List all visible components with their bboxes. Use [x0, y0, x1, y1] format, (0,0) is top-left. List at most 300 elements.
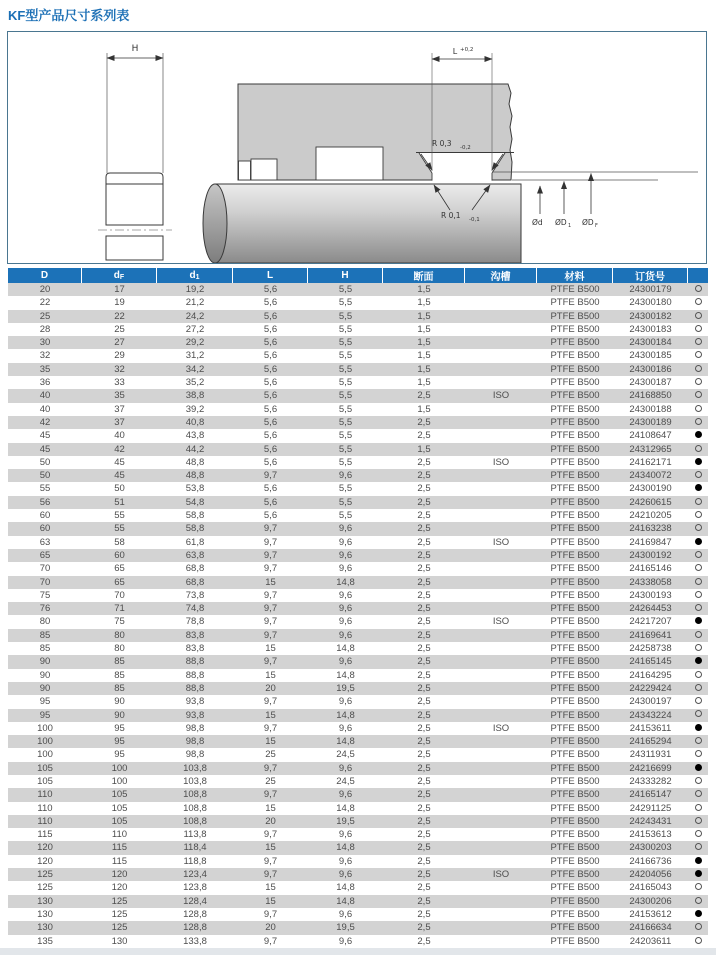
table-cell: 24,5	[336, 749, 355, 761]
table-cell: 90	[39, 656, 51, 668]
ring-flange	[106, 173, 163, 184]
table-cell: PTFE B500	[550, 696, 600, 708]
table-cell: 50	[39, 456, 51, 468]
table-cell: 14,8	[336, 709, 355, 721]
table-cell: 37	[114, 416, 125, 428]
table-cell: 110	[37, 789, 53, 801]
availability-cell	[688, 283, 708, 296]
table-cell: 1,5	[417, 284, 431, 295]
table-cell: 5,5	[338, 337, 353, 349]
open-circle-icon	[695, 697, 702, 704]
table-cell: 20	[265, 682, 276, 694]
table-cell: PTFE B500	[550, 669, 600, 681]
table-cell: 2,5	[417, 696, 431, 708]
table-cell: 60	[39, 523, 51, 535]
table-cell: 27,2	[185, 323, 205, 335]
table-cell: 5,6	[263, 297, 278, 309]
table-cell: 90	[114, 696, 125, 708]
availability-cell	[688, 895, 708, 908]
availability-cell	[688, 629, 708, 642]
table-cell: 63	[39, 536, 51, 548]
table-cell: 125	[37, 882, 53, 894]
table-cell: 5,5	[338, 390, 353, 402]
ring-cross-section	[98, 44, 172, 260]
table-cell: 75	[39, 589, 51, 601]
table-cell: 40,8	[185, 416, 205, 428]
table-cell: 2,5	[417, 483, 431, 495]
table-cell: 35,2	[185, 377, 205, 389]
table-cell: 5,5	[338, 443, 353, 455]
table-cell: 2,5	[417, 470, 431, 482]
open-circle-icon	[695, 325, 702, 332]
table-cell: 53,8	[185, 483, 205, 495]
table-cell: 5,6	[263, 416, 278, 428]
table-cell: 65	[114, 563, 125, 575]
table-cell: ISO	[492, 869, 510, 881]
availability-cell	[688, 841, 708, 854]
table-cell: 75	[114, 616, 125, 628]
table-cell: 42	[114, 443, 125, 455]
table-row	[8, 695, 708, 708]
table-row	[8, 443, 708, 456]
open-circle-icon	[695, 897, 702, 904]
table-cell: 55	[39, 483, 51, 495]
table-cell: PTFE B500	[550, 523, 600, 535]
open-circle-icon	[695, 351, 702, 358]
table-cell: 135	[37, 935, 53, 947]
table-cell: 15	[265, 669, 276, 681]
table-cell: 14,8	[336, 576, 355, 588]
table-row	[8, 536, 708, 549]
table-cell: 24300185	[629, 350, 672, 362]
availability-cell	[688, 788, 708, 801]
table-cell: 24169847	[629, 536, 672, 548]
table-cell: PTFE B500	[550, 563, 600, 575]
availability-cell	[688, 828, 708, 841]
table-cell: 35	[114, 390, 125, 402]
table-cell: 24204056	[629, 869, 672, 881]
open-circle-icon	[695, 684, 702, 691]
table-cell: 110	[37, 802, 53, 814]
table-cell: 70	[39, 563, 51, 575]
table-cell: 43,8	[185, 430, 205, 442]
table-cell: 2,5	[417, 510, 431, 522]
table-cell: 115	[37, 829, 53, 841]
table-body	[8, 283, 708, 948]
table-cell: 74,8	[185, 603, 205, 615]
table-cell: 2,5	[417, 815, 431, 827]
radius-top-tolerance: -0,2	[460, 145, 471, 151]
table-cell: 24258738	[629, 643, 672, 655]
table-cell: 88,8	[185, 656, 205, 668]
table-cell: 24338058	[629, 576, 672, 588]
table-cell: 2,5	[417, 549, 431, 561]
filled-circle-icon	[695, 657, 702, 664]
table-cell: 105	[111, 789, 128, 801]
open-circle-icon	[695, 817, 702, 824]
availability-cell	[688, 310, 708, 323]
open-circle-icon	[695, 338, 702, 345]
table-cell: 24216699	[629, 762, 672, 774]
table-cell: 56	[39, 496, 51, 508]
filled-circle-icon	[695, 538, 702, 545]
table-cell: 34,2	[185, 363, 205, 375]
table-cell: 9,7	[263, 789, 278, 801]
table-cell: 24311931	[629, 749, 672, 761]
table-cell: 24203611	[629, 935, 672, 947]
open-circle-icon	[695, 578, 702, 585]
table-cell: 24164295	[629, 669, 672, 681]
table-cell: PTFE B500	[550, 456, 600, 468]
ring-body	[106, 184, 163, 225]
table-cell: 24166736	[629, 855, 672, 867]
table-cell: 5,5	[338, 284, 353, 295]
table-cell: 24300187	[629, 377, 672, 389]
table-cell: PTFE B500	[550, 430, 600, 442]
table-cell: 25	[265, 775, 276, 787]
table-cell: 24260615	[629, 496, 672, 508]
dim-l-tolerance: +0,2	[460, 47, 474, 53]
open-circle-icon	[695, 498, 702, 505]
table-cell: 28	[39, 323, 51, 335]
table-cell: 24300206	[629, 895, 672, 907]
table-cell: 1,5	[417, 297, 431, 309]
availability-cell	[688, 935, 708, 948]
table-cell: 2,5	[417, 416, 431, 428]
availability-cell	[688, 456, 708, 469]
table-cell: 71	[114, 603, 125, 615]
table-cell: 98,8	[185, 749, 205, 761]
filled-circle-icon	[695, 857, 702, 864]
table-cell: 2,5	[417, 603, 431, 615]
table-cell: 2,5	[417, 789, 431, 801]
open-circle-icon	[695, 365, 702, 372]
table-cell: 108,8	[183, 802, 207, 814]
table-cell: PTFE B500	[550, 922, 600, 934]
table-row	[8, 283, 708, 296]
table-cell: 40	[114, 430, 125, 442]
table-cell: 95	[114, 736, 125, 748]
filled-circle-icon	[695, 724, 702, 731]
table-cell: 9,7	[263, 470, 278, 482]
table-cell: 2,5	[417, 536, 431, 548]
open-circle-icon	[695, 843, 702, 850]
table-cell: 24217207	[629, 616, 672, 628]
open-circle-icon	[695, 511, 702, 518]
availability-cell	[688, 522, 708, 535]
table-cell: 24210205	[629, 510, 672, 522]
table-cell: 1,5	[417, 403, 431, 415]
table-cell: 55	[114, 523, 125, 535]
table-cell: 5,6	[263, 443, 278, 455]
dia-d1-sub: 1	[568, 223, 572, 229]
table-row	[8, 482, 708, 495]
table-cell: 118,8	[183, 855, 207, 867]
table-cell: 15	[265, 709, 276, 721]
table-cell: PTFE B500	[550, 337, 600, 349]
availability-cell	[688, 429, 708, 442]
table-cell: 5,5	[338, 363, 353, 375]
table-cell: 2,5	[417, 722, 431, 734]
table-cell: 90	[114, 709, 125, 721]
table-cell: 95	[114, 722, 125, 734]
table-cell: 110	[111, 829, 128, 841]
open-circle-icon	[695, 405, 702, 412]
table-cell: 93,8	[185, 696, 205, 708]
availability-cell	[688, 549, 708, 562]
table-cell: 58,8	[185, 510, 205, 522]
table-cell: 98,8	[185, 722, 205, 734]
table-cell: 33	[114, 377, 125, 389]
table-row	[8, 349, 708, 362]
table-cell: 2,5	[417, 736, 431, 748]
table-row	[8, 336, 708, 349]
table-cell: 105	[111, 815, 128, 827]
table-row	[8, 310, 708, 323]
table-cell: 24165146	[629, 563, 672, 575]
table-cell: 24291125	[629, 802, 672, 814]
table-cell: 31,2	[185, 350, 205, 362]
table-cell: 2,5	[417, 616, 431, 628]
table-cell: 83,8	[185, 629, 205, 641]
table-cell: 130	[111, 935, 128, 947]
table-cell: PTFE B500	[550, 935, 600, 947]
table-row	[8, 682, 708, 695]
table-cell: 5,5	[338, 350, 353, 362]
table-cell: 22	[39, 297, 51, 309]
table-cell: 5,6	[263, 430, 278, 442]
table-cell: 15	[265, 895, 276, 907]
table-row	[8, 841, 708, 854]
table-cell: 88,8	[185, 669, 205, 681]
table-row	[8, 655, 708, 668]
table-cell: 1,5	[417, 310, 431, 322]
table-cell: PTFE B500	[550, 390, 600, 402]
open-circle-icon	[695, 790, 702, 797]
table-cell: 1,5	[417, 350, 431, 362]
table-cell: PTFE B500	[550, 483, 600, 495]
table-cell: 51	[114, 496, 125, 508]
table-cell: PTFE B500	[550, 363, 600, 375]
table-cell: 24300189	[629, 416, 672, 428]
table-row	[8, 615, 708, 628]
table-cell: 100	[37, 722, 53, 734]
table-row	[8, 629, 708, 642]
open-circle-icon	[695, 391, 702, 398]
table-cell: 2,5	[417, 456, 431, 468]
table-cell: 24153613	[629, 829, 672, 841]
table-row	[8, 762, 708, 775]
table-cell: 5,6	[263, 323, 278, 335]
availability-cell	[688, 443, 708, 456]
table-cell: 2,5	[417, 576, 431, 588]
table-cell: 5,6	[263, 350, 278, 362]
table-cell: 24,2	[185, 310, 205, 322]
col-header-d: D	[8, 268, 82, 283]
table-cell: PTFE B500	[550, 629, 600, 641]
table-cell: 24,5	[336, 775, 355, 787]
table-cell: 9,6	[338, 523, 353, 535]
availability-cell	[688, 576, 708, 589]
availability-cell	[688, 323, 708, 336]
table-row	[8, 456, 708, 469]
table-cell: 48,8	[185, 456, 205, 468]
table-cell: 83,8	[185, 643, 205, 655]
table-cell: PTFE B500	[550, 802, 600, 814]
availability-cell	[688, 642, 708, 655]
open-circle-icon	[695, 445, 702, 452]
open-circle-icon	[695, 737, 702, 744]
table-cell: 9,7	[263, 935, 278, 947]
table-row	[8, 815, 708, 828]
table-cell: PTFE B500	[550, 869, 600, 881]
table-cell: PTFE B500	[550, 589, 600, 601]
open-circle-icon	[695, 883, 702, 890]
page-title: KF型产品尺寸系列表	[8, 8, 130, 23]
table-cell: 98,8	[185, 736, 205, 748]
table-cell: 37	[114, 403, 125, 415]
table-row	[8, 496, 708, 509]
table-cell: 19	[114, 297, 125, 309]
table-cell: 9,7	[263, 563, 278, 575]
table-cell: 42	[39, 416, 51, 428]
filled-circle-icon	[695, 617, 702, 624]
table-cell: 2,5	[417, 802, 431, 814]
table-cell: 19,5	[336, 682, 355, 694]
table-row	[8, 735, 708, 748]
table-cell: 50	[39, 470, 51, 482]
availability-cell	[688, 469, 708, 482]
table-cell: 1,5	[417, 323, 431, 335]
table-row	[8, 828, 708, 841]
availability-cell	[688, 748, 708, 761]
table-cell: PTFE B500	[550, 377, 600, 389]
table-cell: 45	[114, 456, 125, 468]
table-cell: 24300190	[629, 483, 672, 495]
filled-circle-icon	[695, 458, 702, 465]
open-circle-icon	[695, 551, 702, 558]
table-cell: PTFE B500	[550, 576, 600, 588]
table-cell: 9,6	[338, 629, 353, 641]
table-cell: 90	[39, 682, 51, 694]
table-cell: 85	[114, 669, 125, 681]
dia-df-sub: F	[595, 223, 598, 229]
table-cell: 9,7	[263, 855, 278, 867]
table-cell: 5,5	[338, 403, 353, 415]
table-cell: 32	[114, 363, 125, 375]
table-cell: ISO	[492, 616, 510, 628]
table-cell: 24340072	[629, 470, 672, 482]
col-header-material: 材料	[537, 268, 613, 283]
table-cell: 9,6	[338, 722, 353, 734]
table-cell: ISO	[492, 722, 510, 734]
table-cell: 24300179	[629, 284, 672, 295]
table-cell: 2,5	[417, 829, 431, 841]
table-cell: 2,5	[417, 882, 431, 894]
table-row	[8, 376, 708, 389]
table-cell: PTFE B500	[550, 815, 600, 827]
table-cell: 70	[39, 576, 51, 588]
table-cell: 14,8	[336, 882, 355, 894]
table-cell: 14,8	[336, 842, 355, 854]
shaft-end	[203, 184, 227, 263]
availability-cell	[688, 722, 708, 735]
table-cell: 76	[39, 603, 51, 615]
table-cell: 24300203	[629, 842, 672, 854]
table-cell: 9,6	[338, 829, 353, 841]
table-row	[8, 562, 708, 575]
open-circle-icon	[695, 671, 702, 678]
table-row	[8, 469, 708, 482]
table-cell: 15	[265, 882, 276, 894]
table-cell: 65	[39, 549, 51, 561]
table-cell: 24343224	[629, 709, 672, 721]
availability-cell	[688, 682, 708, 695]
table-cell: 40	[39, 390, 51, 402]
table-cell: 80	[39, 616, 51, 628]
table-cell: PTFE B500	[550, 722, 600, 734]
table-cell: 39,2	[185, 403, 205, 415]
open-circle-icon	[695, 298, 702, 305]
table-row	[8, 522, 708, 535]
table-cell: 68,8	[185, 576, 205, 588]
table-cell: 2,5	[417, 775, 431, 787]
table-cell: 24300193	[629, 589, 672, 601]
table-cell: PTFE B500	[550, 616, 600, 628]
availability-cell	[688, 908, 708, 921]
seal-drawing-svg	[8, 32, 706, 263]
open-circle-icon	[695, 418, 702, 425]
table-cell: 9,6	[338, 935, 353, 947]
table-cell: 24300186	[629, 363, 672, 375]
seal-ring-installed	[316, 147, 383, 180]
table-cell: 24229424	[629, 682, 672, 694]
table-cell: 63,8	[185, 549, 205, 561]
table-cell: 120	[37, 855, 53, 867]
table-cell: 2,5	[417, 709, 431, 721]
table-cell: PTFE B500	[550, 829, 600, 841]
table-cell: 36	[39, 377, 51, 389]
availability-cell	[688, 389, 708, 402]
table-cell: 15	[265, 643, 276, 655]
table-cell: 95	[39, 709, 51, 721]
table-cell: PTFE B500	[550, 603, 600, 615]
table-cell: 108,8	[183, 789, 207, 801]
table-cell: 105	[111, 802, 128, 814]
open-circle-icon	[695, 631, 702, 638]
table-cell: PTFE B500	[550, 310, 600, 322]
table-row	[8, 509, 708, 522]
table-cell: 2,5	[417, 629, 431, 641]
table-cell: 29	[114, 350, 125, 362]
open-circle-icon	[695, 524, 702, 531]
table-cell: 45	[114, 470, 125, 482]
table-cell: 9,6	[338, 589, 353, 601]
table-cell: 45	[39, 430, 51, 442]
table-cell: 118,4	[183, 842, 207, 854]
technical-drawing	[7, 31, 707, 264]
open-circle-icon	[695, 471, 702, 478]
table-row	[8, 642, 708, 655]
table-cell: 9,7	[263, 696, 278, 708]
table-cell: 9,6	[338, 470, 353, 482]
table-row	[8, 935, 708, 948]
shaft	[215, 184, 521, 263]
table-cell: PTFE B500	[550, 709, 600, 721]
table-cell: 24168850	[629, 390, 672, 402]
table-cell: 20	[265, 922, 276, 934]
table-cell: 9,7	[263, 829, 278, 841]
